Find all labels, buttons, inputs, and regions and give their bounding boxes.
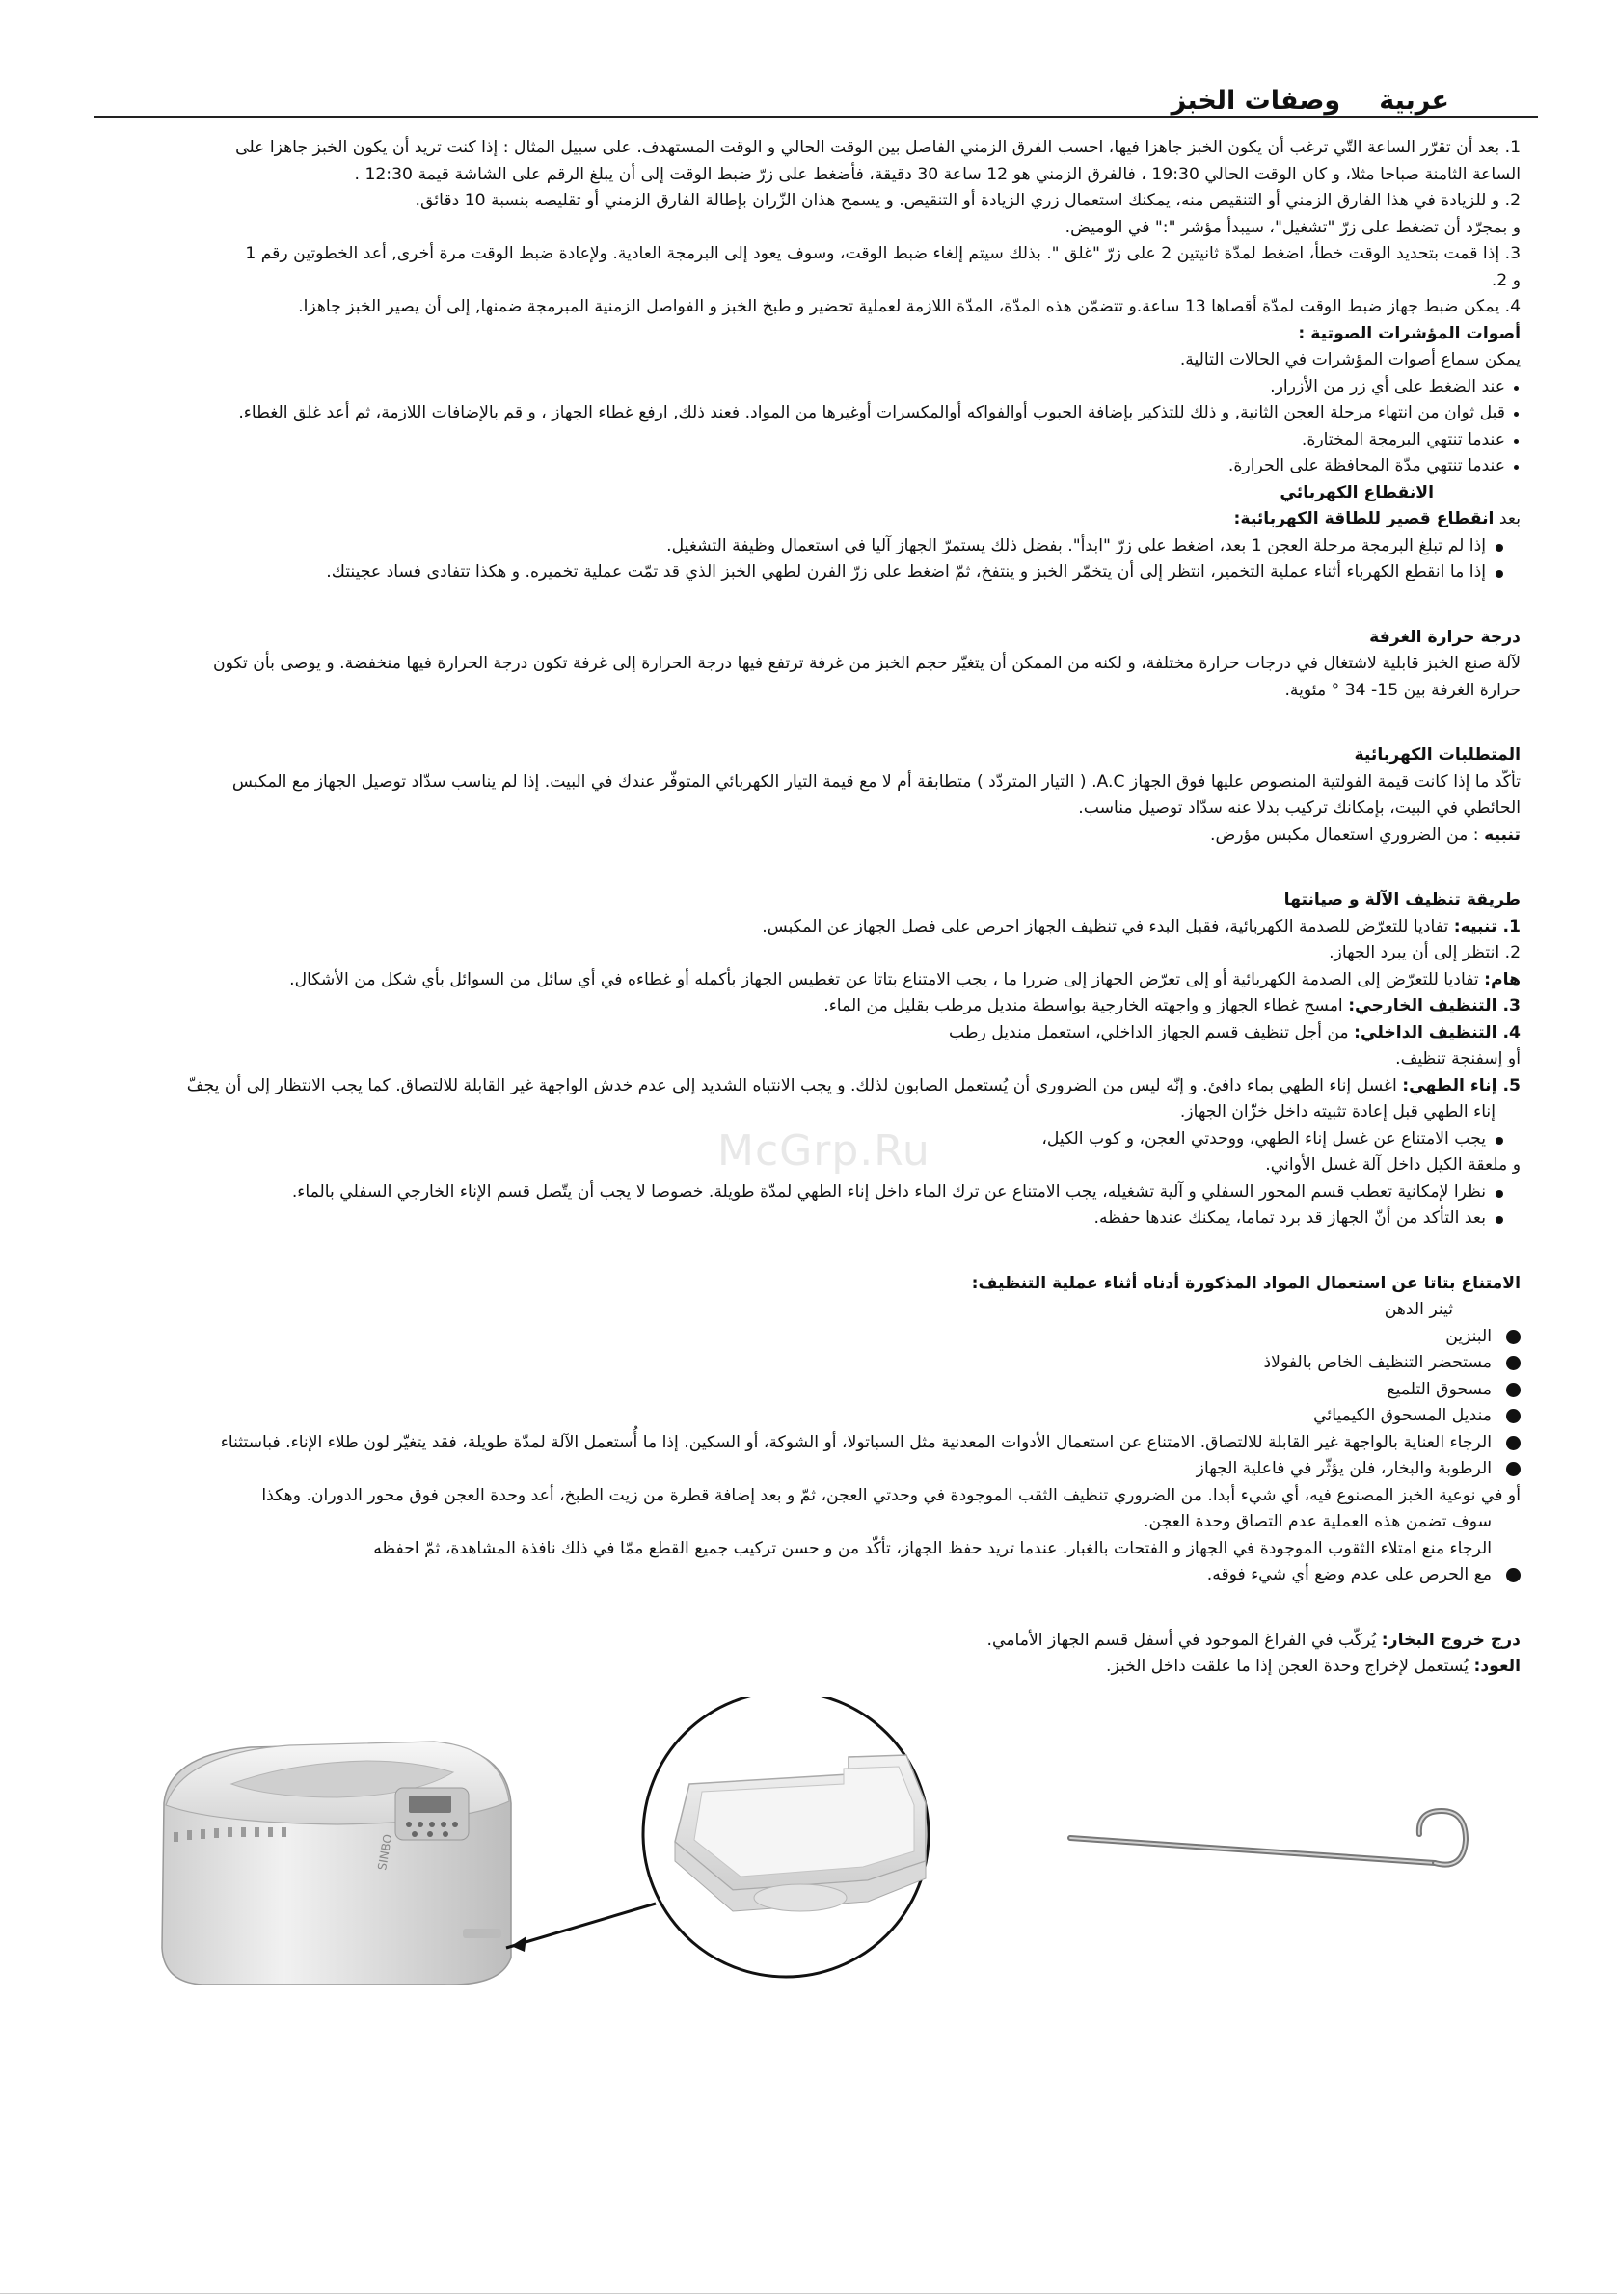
electric-title: المتطلبات الكهربائية <box>1354 745 1521 765</box>
cleaning-step-4-text: من أجل تنظيف قسم الجهاز الداخلي، استعمل منديل رطب <box>948 1022 1355 1042</box>
document-body <box>96 135 1521 1681</box>
steam-tray-illustration <box>643 1697 929 1977</box>
avoid-extra-1: أو في نوعية الخبز المصنوع فيه، أي شيء أبدا. من الضروري تنظيف الثقب الموجودة في وحدتي العجن، ثمّ و بعد إضافة قطرة من زيت الطبخ، أعد وحدة العجن فوق محور الدوران. وهكذا <box>261 1485 1521 1505</box>
room-text-2: حرارة الغرفة بين 15- 34 ° مئوية. <box>1284 680 1521 700</box>
illustrations <box>0 1697 1617 1986</box>
timer-step-2-cont: و بمجرّد أن تضغط على زرّ "تشغيل"، سيبدأ مؤشر ":" في الوميض. <box>1065 217 1521 237</box>
hook-label: العود: <box>1473 1657 1521 1676</box>
room-title: درجة حرارة الغرفة <box>1369 627 1521 647</box>
accessory-hook <box>96 1654 1521 1681</box>
cleaning-step-4 <box>96 1020 1521 1047</box>
cleaning-step-4-cont: أو إسفنجة تنظيف. <box>1395 1049 1521 1068</box>
avoid-title: الامتناع بتاتا عن استعمال المواد المذكورة أدناه أثناء عملية التنظيف: <box>971 1273 1521 1293</box>
watermark: McGrp.Ru <box>717 1126 930 1175</box>
accessory-steam-tray <box>96 1628 1521 1655</box>
room-text-1: لآلة صنع الخبز قابلية لاشتغال في درجات حرارة مختلفة، و لكنه من الممكن أن يتغيّر حجم الخبز من غرفة ترتفع فيها درجة الحرارة إلى غرفة تكون درجة الحرارة فيها منخفضة. و يوصى بأن تكون <box>212 654 1521 673</box>
cleaning-bullet: نظرا لإمكانية تعطب قسم المحور السفلي و آلية تشغيله، يجب الامتناع عن ترك الماء داخل إناء الطهي لمدّة طويلة. خصوصا لا يجب أن يتّصل قسم الإناء الخارجي السفلي بالماء. <box>96 1179 1509 1206</box>
power-subtitle-bold: انقطاع قصير للطاقة الكهربائية: <box>1233 509 1495 528</box>
timer-step-1: 1. بعد أن تقرّر الساعة التّي ترغب أن يكون الخبز جاهزا فيها، احسب الفرق الزمني الفاصل بين الوقت الحالي و الوقت المستهدف. على سبيل المثال : إذا كنت تريد أن يكون الخبز جاهزا على <box>235 138 1521 157</box>
timer-step-3: 3. إذا قمت بتحديد الوقت خطأ، اضغط لمدّة ثانيتين 2 على زرّ "غلق ". بذلك سيتم إلغاء ضبط الوقت، وسوف يعود إلى البرمجة العادية. ولإعادة ضبط الوقت مرة أخرى, أعد الخطوتين رقم 1 <box>245 244 1521 263</box>
header-lang: عربية <box>1379 86 1449 116</box>
timer-step-3-cont: و 2. <box>1491 270 1521 290</box>
power-item: إذا لم تبلغ البرمجة مرحلة العجن 1 بعد، اضغط على زرّ "ابدأ". بفضل ذلك يستمرّ الجهاز آليا في استعمال وظيفة التشغيل. <box>96 533 1509 560</box>
cleaning-bullet: يجب الامتناع عن غسل إناء الطهي، ووحدتي العجن، و كوب الكيل، <box>96 1126 1509 1153</box>
cleaning-step-5 <box>96 1073 1521 1100</box>
power-title: الانقطاع الكهربائي <box>1280 482 1434 502</box>
electric-note-text: : من الضروري استعمال مكبس مؤرض. <box>1210 824 1485 845</box>
electric-note-label: تنبيه <box>1484 824 1521 845</box>
cleaning-step-5-text: اغسل إناء الطهي بماء دافئ. و إنّه ليس من الضروري أن يُستعمل الصابون لذلك. و يجب الانتباه الشديد إلى عدم خدش الواجهة غير القابلة للالتصاق. كما يجب الانتظار إلى أن يجفّ <box>186 1075 1403 1095</box>
hook-illustration <box>1070 1811 1466 1865</box>
cleaning-step-1-text: تفاديا للتعرّض للصدمة الكهربائية، فقبل البدء في تنظيف الجهاز احرص على فصل الجهاز عن المكبس. <box>762 916 1454 936</box>
sound-intro: يمكن سماع أصوات المؤشرات في الحالات التالية. <box>1179 350 1521 369</box>
steam-tray-text: يُركّب في الفراغ الموجود في أسفل قسم الجهاز الأمامي. <box>986 1630 1382 1650</box>
cleaning-title: طريقة تنظيف الآلة و صيانتها <box>1283 890 1521 909</box>
avoid-item: البنزين <box>96 1324 1521 1351</box>
power-subtitle <box>96 506 1521 533</box>
avoid-item: مستحضر التنظيف الخاص بالفولاذ <box>96 1350 1521 1377</box>
avoid-item: مسحوق التلميع <box>96 1377 1521 1404</box>
sound-item: عندما تنتهي البرمجة المختارة. <box>96 427 1521 454</box>
device-brand-label: SINBO <box>375 1833 395 1872</box>
cleaning-bullet: بعد التأكد من أنّ الجهاز قد برد تماما، يمكنك عندها حفظه. <box>96 1205 1509 1232</box>
timer-step-4: 4. يمكن ضبط جهاز ضبط الوقت لمدّة أقصاها 13 ساعة.و تتضمّن هذه المدّة، المدّة اللازمة لعملية تحضير و طبخ الخبز و الفواصل الزمنية المبرمجة ضمنها, إلى أن يصير الخبز جاهزا. <box>298 297 1521 316</box>
cleaning-warning-label: هام: <box>1484 969 1521 989</box>
cleaning-step-1 <box>96 914 1521 941</box>
cleaning-step-3-label: 3. التنظيف الخارجي: <box>1348 996 1521 1015</box>
footer-rule <box>0 2293 1617 2294</box>
cleaning-warning-text: تفاديا للتعرّض إلى الصدمة الكهربائية أو إلى تعرّض الجهاز إلى ضررا ما ، يجب الامتناع بتاتا عن تغطيس الجهاز بأكمله أو غطاءه في أي سائل من السوائل بأي شكل من الأشكال. <box>289 969 1485 989</box>
page-header <box>94 75 1538 118</box>
bread-maker-illustration <box>162 1742 656 1985</box>
header-title: وصفات الخبز <box>1171 86 1341 116</box>
avoid-extra-2: سوف تضمن هذه العملية عدم التصاق وحدة العجن. <box>1144 1512 1492 1531</box>
electric-text-1: تأكّد ما إذا كانت قيمة الفولتية المنصوص عليها فوق الجهاز A.C. ( التيار المتردّد ) متطابقة أم لا مع قيمة التيار الكهربائي المتوفّر عندك في البيت. إذا لم يناسب سدّاد توصيل الجهاز مع المكبس <box>231 771 1521 792</box>
power-item: إذا ما انقطع الكهرباء أثناء عملية التخمير، انتظر إلى أن يتخمّر الخبز و ينتفخ، ثمّ اضغط على زرّ الفرن لطهي الخبز الذي قد تمّت عملية تخميره. و هكذا تتفادى فساد عجينتك. <box>96 559 1509 586</box>
sound-item: قبل ثوان من انتهاء مرحلة العجن الثانية, و ذلك للتذكير بإضافة الحبوب أوالفواكه أوالمكسرات أوغيرها من المواد. فعند ذلك, ارفع غطاء الجهاز ، و قم بالإضافات اللازمة، ثم أعد غلق الغطاء. <box>96 400 1521 427</box>
avoid-extra-3: الرجاء منع امتلاء الثقوب الموجودة في الجهاز و الفتحات بالغبار. عندما تريد حفظ الجهاز، تأكّد من و حسن تركيب جميع القطع ممّا في ذلك نافذة المشاهدة، ثمّ احفظه <box>373 1538 1492 1558</box>
avoid-item: الرجاء العناية بالواجهة غير القابلة للالتصاق. الامتناع عن استعمال الأدوات المعدنية مثل السباتولا، أو الشوكة، أو السكين. إذا ما أُستعمل الآلة لمدّة طويلة، فقد يتغيّر لون طلاء الإناء. فباستثناء <box>96 1430 1521 1457</box>
cleaning-step-3-text: امسح غطاء الجهاز و واجهته الخارجية بواسطة منديل مرطب بقليل من الماء. <box>823 996 1349 1015</box>
cleaning-step-5-cont: إناء الطهي قبل إعادة تثبيته داخل خزّان الجهاز. <box>1179 1102 1496 1121</box>
cleaning-warning <box>96 967 1521 994</box>
avoid-item: منديل المسحوق الكيميائي <box>96 1403 1521 1430</box>
sound-item: عندما تنتهي مدّة المحافظة على الحرارة. <box>96 453 1521 480</box>
timer-step-2: 2. و للزيادة في هذا الفارق الزمني أو التنقيص منه، يمكنك استعمال زري الزيادة أو التنقيص. و يسمح هذان الزّران بإطالة الفارق الزمني أو تقليصه بنسبة 10 دقائق. <box>415 191 1521 210</box>
electric-text-2: الحائطي في البيت، بإمكانك تركيب بدلا عنه سدّاد توصيل مناسب. <box>1078 798 1521 818</box>
electric-note <box>96 823 1521 850</box>
cleaning-step-4-label: 4. التنظيف الداخلي: <box>1354 1022 1521 1042</box>
power-subtitle-pre: بعد <box>1494 509 1521 528</box>
steam-tray-label: درج خروج البخار: <box>1381 1630 1521 1650</box>
hook-text: يُستعمل لإخراج وحدة العجن إذا ما علقت داخل الخبز. <box>1106 1657 1474 1676</box>
sound-item: عند الضغط على أي زر من الأزرار. <box>96 374 1521 401</box>
cleaning-step-1-label: 1. تنبيه: <box>1453 916 1521 936</box>
cleaning-bullet-cont: و ملعقة الكيل داخل آلة غسل الأواني. <box>1265 1155 1521 1175</box>
avoid-item: ثينر الدهن <box>1384 1300 1453 1319</box>
avoid-extra-4: مع الحرص على عدم وضع أي شيء فوقه. <box>96 1562 1521 1589</box>
sound-title: أصوات المؤشرات الصوتية : <box>1298 323 1521 343</box>
avoid-item: الرطوبة والبخار، فلن يؤثّر في فاعلية الجهاز <box>96 1456 1521 1483</box>
cleaning-step-3 <box>96 993 1521 1020</box>
cleaning-step-2: 2. انتظر إلى أن يبرد الجهاز. <box>1329 943 1521 962</box>
timer-step-1-cont: الساعة الثامنة صباحا مثلا، و كان الوقت الحالي 19:30 ، فالفرق الزمني هو 12 ساعة 30 دقيقة، فأضغط على زرّ ضبط الوقت إلى أن يبلغ الرقم على الشاشة قيمة 12:30 . <box>354 164 1521 184</box>
cleaning-step-5-label: 5. إناء الطهي: <box>1402 1075 1521 1095</box>
